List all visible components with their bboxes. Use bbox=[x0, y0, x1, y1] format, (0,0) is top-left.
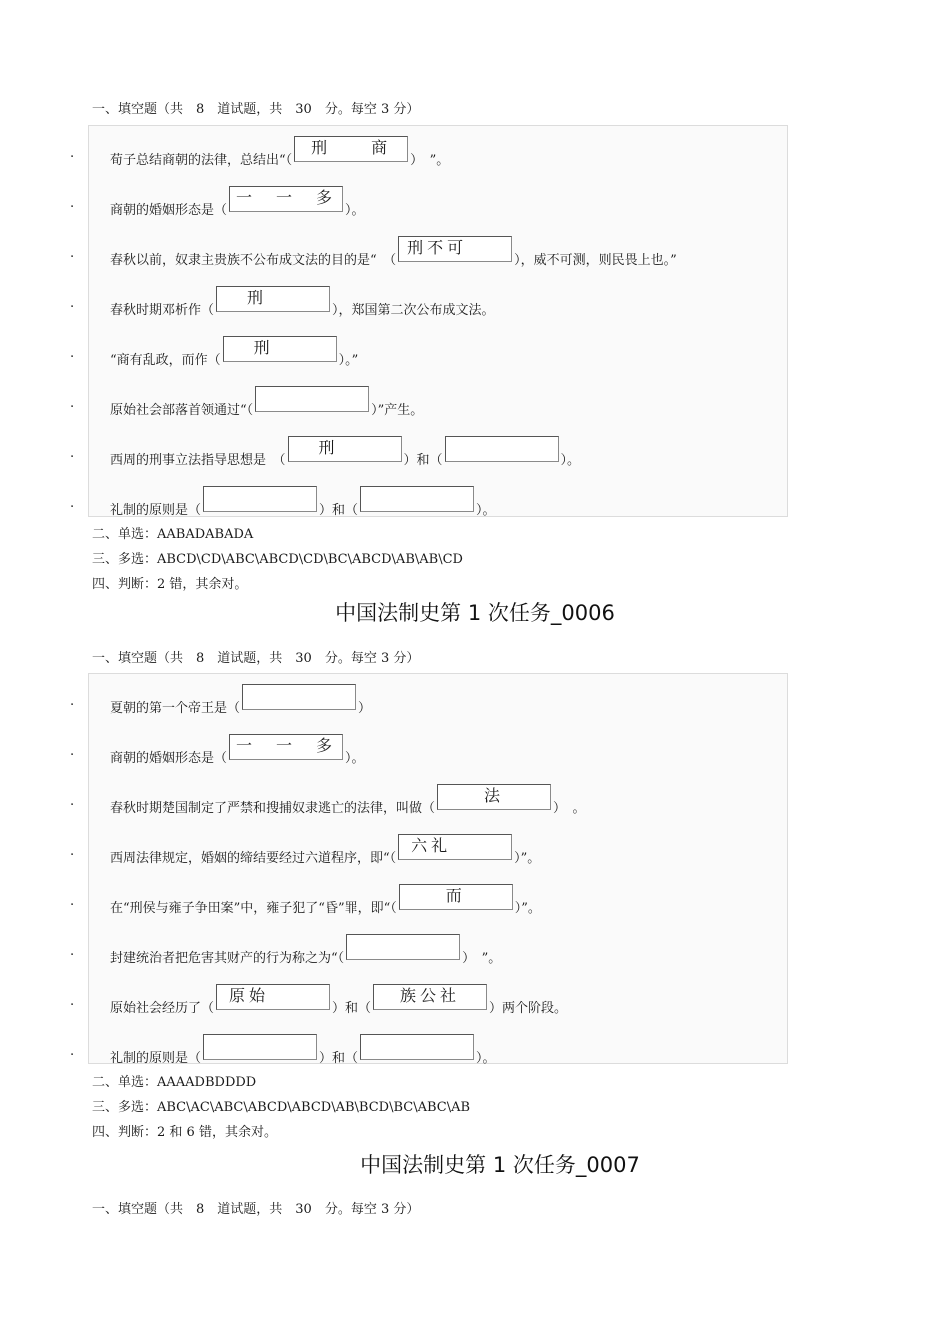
question bbox=[110, 836, 541, 866]
answer-field[interactable]: 刑 bbox=[216, 286, 330, 312]
section-header: 一、填空题（共 8 道试题，共 30 分。每空 3 分） bbox=[92, 1202, 420, 1217]
bullet: . bbox=[70, 894, 75, 909]
single-choice-answers: 二、单选：AABADABADA bbox=[92, 527, 254, 542]
multi-choice-answers: 三、多选：ABCD\CD\ABC\ABCD\CD\BC\ABCD\AB\AB\CD bbox=[92, 552, 463, 567]
task-title: 中国法制史第 1 次任务_0007 bbox=[360, 1153, 640, 1177]
question-text: ）。 bbox=[560, 453, 581, 468]
question bbox=[110, 288, 495, 318]
question-text: 原始社会经历了（ bbox=[110, 1001, 215, 1016]
answer-field[interactable]: 刑 bbox=[223, 336, 337, 362]
bullet: . bbox=[70, 346, 75, 361]
question-text: 商朝的婚姻形态是（ bbox=[110, 203, 228, 218]
question bbox=[110, 438, 581, 468]
answer-field[interactable]: 原始 bbox=[216, 984, 330, 1010]
question-text: ），威不可测，则民畏上也。” bbox=[514, 253, 677, 268]
question-text: ）。 bbox=[476, 503, 496, 518]
answer-field[interactable]: 六礼 bbox=[398, 834, 512, 860]
question-text: ） ”。 bbox=[410, 153, 450, 168]
question bbox=[110, 786, 586, 816]
question-text: ）。 bbox=[345, 203, 365, 218]
question-text: ）”产生。 bbox=[371, 403, 424, 418]
answer-field[interactable] bbox=[360, 1034, 474, 1060]
question-text: 春秋以前，奴隶主贵族不公布成文法的目的是“ （ bbox=[110, 253, 397, 268]
bullet: . bbox=[70, 994, 75, 1009]
question-text: 商朝的婚姻形态是（ bbox=[110, 751, 228, 766]
bullet: . bbox=[70, 396, 75, 411]
answer-field[interactable]: 刑 bbox=[288, 436, 402, 462]
question-text: ）。 bbox=[345, 751, 365, 766]
bullet: . bbox=[70, 246, 75, 261]
bullet: . bbox=[70, 296, 75, 311]
question-text: ） bbox=[358, 701, 372, 716]
question-text: 夏朝的第一个帝王是（ bbox=[110, 701, 241, 716]
bullet: . bbox=[70, 744, 75, 759]
answer-field[interactable]: 法 bbox=[437, 784, 551, 810]
question bbox=[110, 492, 496, 518]
question bbox=[110, 392, 423, 418]
answer-field[interactable]: 刑 商 bbox=[294, 136, 408, 162]
bullet: . bbox=[70, 1044, 75, 1059]
multi-choice-answers: 三、多选：ABC\AC\ABC\ABCD\ABCD\AB\BCD\BC\ABC\AB bbox=[92, 1100, 471, 1115]
question-text: ）两个阶段。 bbox=[489, 1001, 568, 1016]
question-text: 荀子总结商朝的法律，总结出“（ bbox=[110, 153, 293, 168]
answer-field[interactable] bbox=[255, 386, 369, 412]
question-text: 封建统治者把危害其财产的行为称之为“（ bbox=[110, 951, 345, 966]
bullet: . bbox=[70, 196, 75, 211]
section-header: 一、填空题（共 8 道试题，共 30 分。每空 3 分） bbox=[92, 651, 420, 666]
answer-field[interactable]: 族公社 bbox=[373, 984, 487, 1010]
answer-field[interactable] bbox=[346, 934, 460, 960]
question-text: “商有乱政，而作（ bbox=[110, 353, 221, 368]
question bbox=[110, 238, 677, 268]
answer-field[interactable]: 而 bbox=[399, 884, 513, 910]
question-text: ） ”。 bbox=[462, 951, 502, 966]
answer-field[interactable]: 一 一 多 bbox=[229, 734, 343, 760]
bullet: . bbox=[70, 694, 75, 709]
question bbox=[110, 736, 365, 766]
single-choice-answers: 二、单选：AAAADBDDDD bbox=[92, 1075, 257, 1090]
answer-field[interactable] bbox=[360, 486, 474, 512]
question-text: ）。 bbox=[476, 1051, 496, 1066]
question-text: 礼制的原则是（ bbox=[110, 503, 202, 518]
question bbox=[110, 338, 359, 368]
question bbox=[110, 886, 541, 916]
bullet: . bbox=[70, 146, 75, 161]
question-text: ），郑国第二次公布成文法。 bbox=[332, 303, 495, 318]
question-text: ）和（ bbox=[403, 453, 443, 468]
bullet: . bbox=[70, 944, 75, 959]
question-text: ） 。 bbox=[553, 801, 586, 816]
bullet: . bbox=[70, 794, 75, 809]
answer-field[interactable] bbox=[242, 684, 356, 710]
question-text: 春秋时期邓析作（ bbox=[110, 303, 215, 318]
question bbox=[110, 940, 501, 966]
question-text: 礼制的原则是（ bbox=[110, 1051, 202, 1066]
question-text: 原始社会部落首领通过“（ bbox=[110, 403, 254, 418]
answer-field[interactable] bbox=[445, 436, 559, 462]
section-header: 一、填空题（共 8 道试题，共 30 分。每空 3 分） bbox=[92, 102, 420, 117]
answer-field[interactable]: 一 一 多 bbox=[229, 186, 343, 212]
answer-field[interactable]: 刑不可 bbox=[398, 236, 512, 262]
question-text: ）和（ bbox=[332, 1001, 372, 1016]
bullet: . bbox=[70, 446, 75, 461]
task-title: 中国法制史第 1 次任务_0006 bbox=[335, 601, 615, 625]
answer-field[interactable] bbox=[203, 1034, 317, 1060]
question-text: 西周的刑事立法指导思想是 （ bbox=[110, 453, 286, 468]
question bbox=[110, 1040, 496, 1066]
question-text: 西周法律规定，婚姻的缔结要经过六道程序，即“（ bbox=[110, 851, 397, 866]
judgement-answers: 四、判断：2 和 6 错，其余对。 bbox=[92, 1125, 277, 1140]
question bbox=[110, 690, 371, 716]
question-text: ）”。 bbox=[514, 901, 541, 916]
bullet: . bbox=[70, 496, 75, 511]
question-text: 在“刑侯与雍子争田案”中，雍子犯了“昏”罪，即“（ bbox=[110, 901, 397, 916]
judgement-answers: 四、判断：2 错，其余对。 bbox=[92, 577, 248, 592]
question-text: ）。” bbox=[338, 353, 359, 368]
question-text: ）和（ bbox=[319, 503, 359, 518]
question bbox=[110, 188, 365, 218]
question bbox=[110, 138, 450, 168]
question bbox=[110, 986, 568, 1016]
question-text: ）和（ bbox=[319, 1051, 359, 1066]
bullet: . bbox=[70, 844, 75, 859]
question-text: ）”。 bbox=[514, 851, 541, 866]
answer-field[interactable] bbox=[203, 486, 317, 512]
question-text: 春秋时期楚国制定了严禁和搜捕奴隶逃亡的法律，叫做（ bbox=[110, 801, 436, 816]
